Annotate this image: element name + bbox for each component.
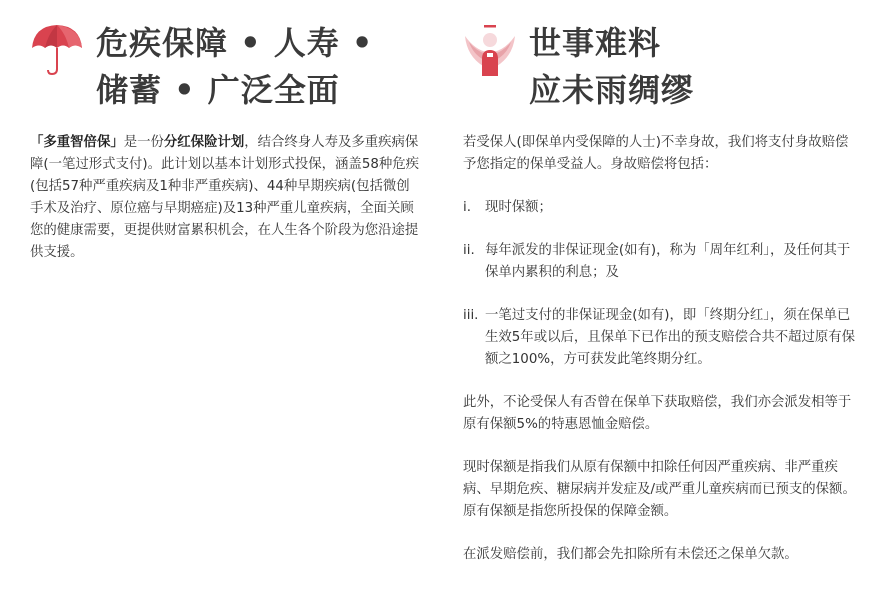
guardian-angel-icon [463, 22, 517, 82]
list-item-text: 现时保额； [485, 200, 552, 215]
right-title-line1: 世事难料 [529, 24, 662, 62]
list-item [463, 197, 858, 219]
intro-part1: 是一份 [123, 135, 164, 150]
left-column [30, 0, 422, 260]
list-item-number: i. [463, 200, 471, 215]
list-item-text: 每年派发的非保证现金(如有)，称为「周年红利」，及任何其于保单内累积的利息；及 [485, 243, 851, 280]
right-title-line2: 应未雨绸缪 [529, 71, 695, 109]
right-column [463, 0, 858, 562]
list-item [463, 305, 858, 371]
death-benefit-intro: 若受保人(即保单内受保障的人士)不幸身故，我们将支付身故赔偿予您指定的保单受益人。身故赔偿将包括： [463, 135, 849, 172]
intro-part2: ，结合终身人寿及多重疾病保障(一笔过形式支付)。此计划以基本计划形式投保，涵盖58种危疾(包括57种严重疾病及1种非严重疾病)、44种早期疾病(包括微创手术及治疗、原位癌与早期癌症)及13种严重儿童疾病，全面关顾您的健康需要，更提供财富累积机会，在人生各个阶段为您沿途提供支援。 [30, 135, 420, 260]
list-item-text: 一笔过支付的非保证现金(如有)，即「终期分红」，须在保单已生效5年或以后，且保单下已作出的预支赔偿合共不超过原有保额之100%，方可获发此笔终期分红。 [485, 308, 856, 367]
compassionate-benefit-paragraph: 此外，不论受保人有否曾在保单下获取赔偿，我们亦会派发相等于原有保额5%的特惠恩恤金赔偿。 [463, 395, 852, 432]
left-title-line2: 储蓄 • 广泛全面 [96, 71, 340, 109]
right-title [529, 20, 694, 114]
list-item [463, 240, 858, 284]
left-title-line1: 危疾保障 • 人寿 • [96, 24, 374, 62]
plan-type: 分红保险计划 [163, 135, 245, 150]
policy-debt-paragraph: 在派发赔偿前，我们都会先扣除所有未偿还之保单欠款。 [463, 547, 798, 562]
left-description [30, 132, 422, 264]
list-item-number: ii. [463, 243, 475, 258]
right-description [463, 132, 858, 587]
left-heading [30, 0, 422, 120]
product-name: 「多重智倍保」 [30, 135, 124, 150]
umbrella-icon [30, 22, 84, 82]
left-title [96, 20, 373, 114]
right-heading [463, 0, 858, 120]
sum-assured-definition-paragraph: 现时保额是指我们从原有保额中扣除任何因严重疾病、非严重疾病、早期危疾、糖尿病并发症及/或严重儿童疾病而已预支的保额。原有保额是指您所投保的保障金额。 [463, 460, 856, 519]
list-item-number: iii. [463, 308, 479, 323]
